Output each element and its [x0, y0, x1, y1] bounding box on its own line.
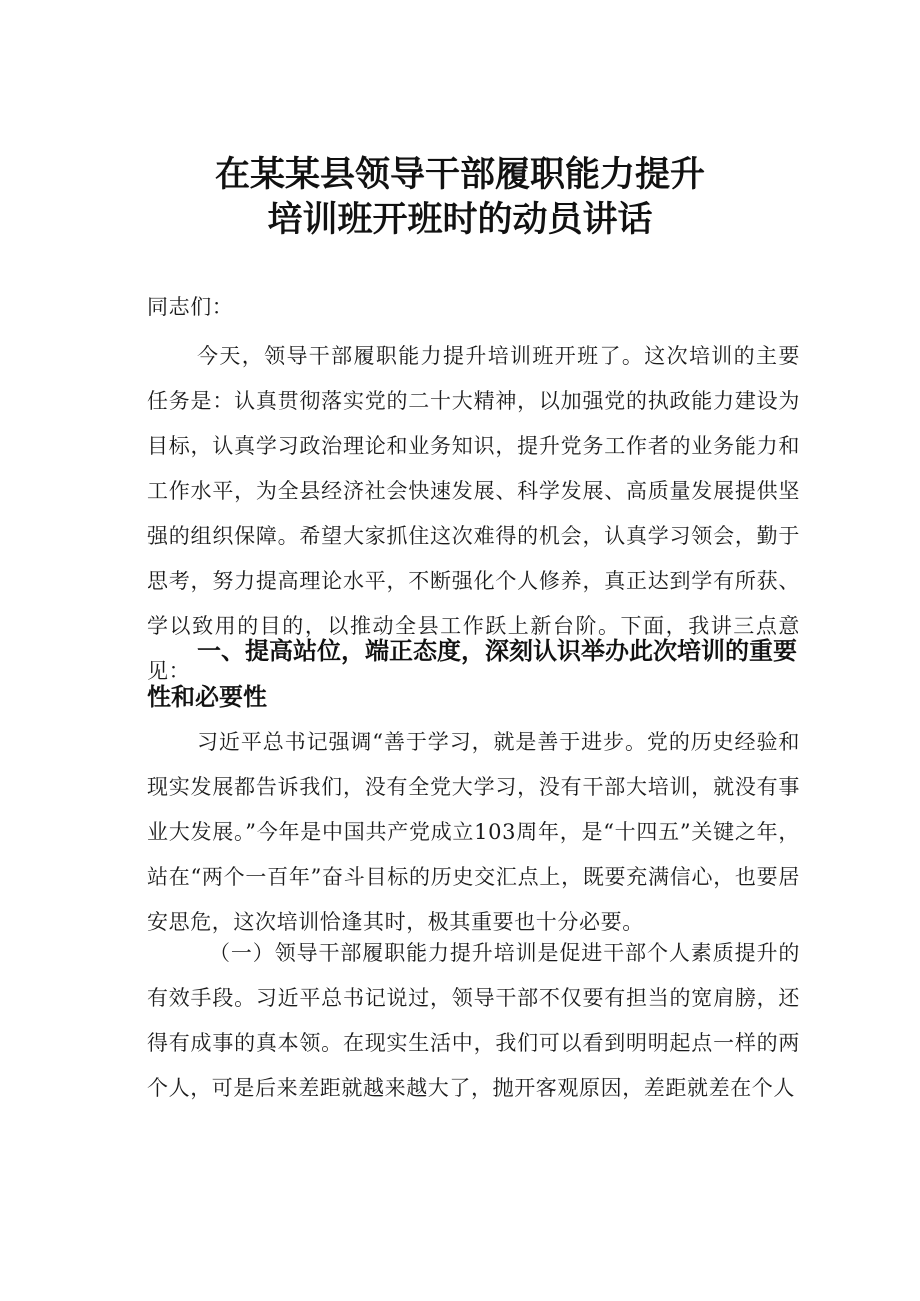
document-title-line2: 培训班开班时的动员讲话: [267, 199, 653, 240]
paragraph-subsection-1: （一）领导干部履职能力提升培训是促进干部个人素质提升的有效手段。习近平总书记说过，领导干部不仅要有担当的宽肩膀，还得有成事的真本领。在现实生活中，我们可以看到明明起点一样的两个人，可是后来差距就越来越大了，抛开客观原因，差距就差在个人: [147, 941, 800, 1100]
paragraph-section-1: 习近平总书记强调“善于学习，就是善于进步。党的历史经验和现实发展都告诉我们，没有全党大学习，没有干部大培训，就没有事业大发展。”今年是中国共产党成立103周年，是“十四五”关键之年，站在“两个一百年”奋斗目标的历史交汇点上，既要充满信心，也要居安思危，这次培训恰逢其时，极其重要也十分必要。: [147, 730, 800, 934]
paragraph-intro: 今天，领导干部履职能力提升培训班开班了。这次培训的主要任务是：认真贯彻落实党的二十大精神，以加强党的执政能力建设为目标，认真学习政治理论和业务知识，提升党务工作者的业务能力和工作水平，为全县经济社会快速发展、科学发展、高质量发展提供坚强的组织保障。希望大家抓住这次难得的机会，认真学习领会，勤于思考，努力提高理论水平，不断强化个人修养，真正达到学有所获、学以致用的目的，以推动全县工作跃上新台阶。下面，我讲三点意见：: [147, 344, 800, 683]
section-heading-1: 一、提高站位，端正态度，深刻认识举办此次培训的重要性和必要性: [147, 637, 797, 711]
document-title-line1: 在某某县领导干部履职能力提升: [214, 154, 705, 195]
salutation: 同志们：: [147, 295, 234, 319]
